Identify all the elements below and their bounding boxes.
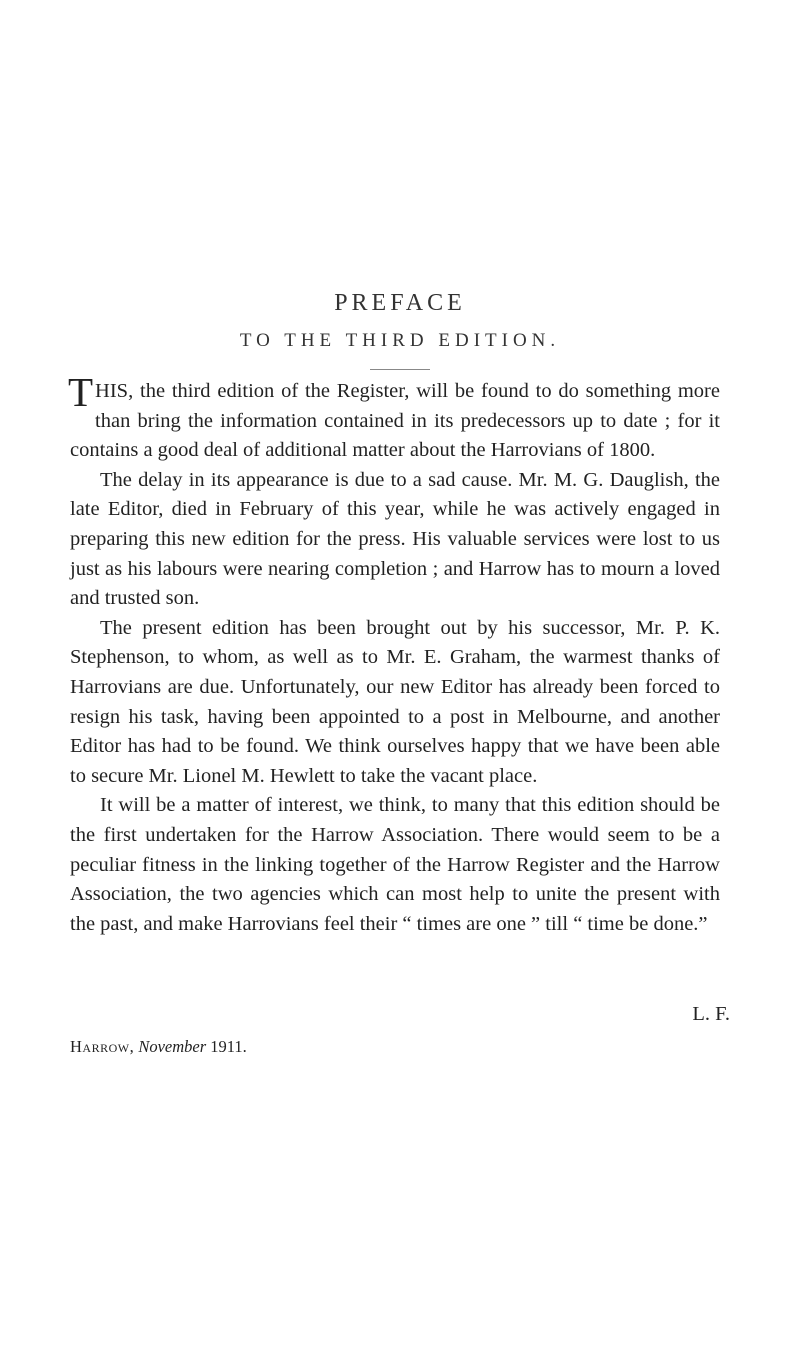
drop-cap: T xyxy=(68,369,94,415)
paragraph-4: It will be a matter of interest, we think, to many that this edition should be the first undertaken for the Harrow Association. There would seem to be a peculiar fitness in the linking together of the Harrow Register and the Harrow Association, the two agencies which can most help to unite the present with the past, and make Harrovians feel their “ times are one ” till “ time be done.” xyxy=(70,794,720,935)
page-title: PREFACE xyxy=(334,290,466,316)
paragraph-1 xyxy=(68,369,720,466)
paragraph-3: The present edition has been brought out by his successor, Mr. P. K. Stephenson, to whom, as well as to Mr. E. Graham, the warmest thanks of Harrovians are due. Unfortunately, our new Editor has already been forced to resign his task, having been appointed to a post in Melbourne, and another Editor has had to be found. We think ourselves happy that we have been able to secure Mr. Lionel M. Hewlett to take the vacant place. xyxy=(70,616,720,787)
signature-initials: L. F. xyxy=(692,1003,730,1025)
place-date xyxy=(70,1035,247,1059)
date-year: 1911. xyxy=(210,1037,247,1056)
date-month: November xyxy=(138,1037,207,1056)
paragraph-2: The delay in its appearance is due to a sad cause. Mr. M. G. Dauglish, the late Editor, died in February of this year, while he was actively engaged in preparing this new edition for the press. His valuable services were lost to us just as his labours were nearing completion ; and Harrow has to mourn a loved and trusted son. xyxy=(70,468,720,610)
paragraph-1-text: HIS, the third edition of the Register, will be found to do something more than bring the information contained in its predecessors up to date ; for it contains a good deal of additional matter about the Harrovians of 1800. xyxy=(70,380,720,462)
title-rule xyxy=(370,369,430,370)
document-page xyxy=(70,0,730,1360)
place: Harrow, xyxy=(70,1037,135,1056)
page-subtitle: TO THE THIRD EDITION. xyxy=(239,330,561,351)
preface-body xyxy=(68,369,720,939)
